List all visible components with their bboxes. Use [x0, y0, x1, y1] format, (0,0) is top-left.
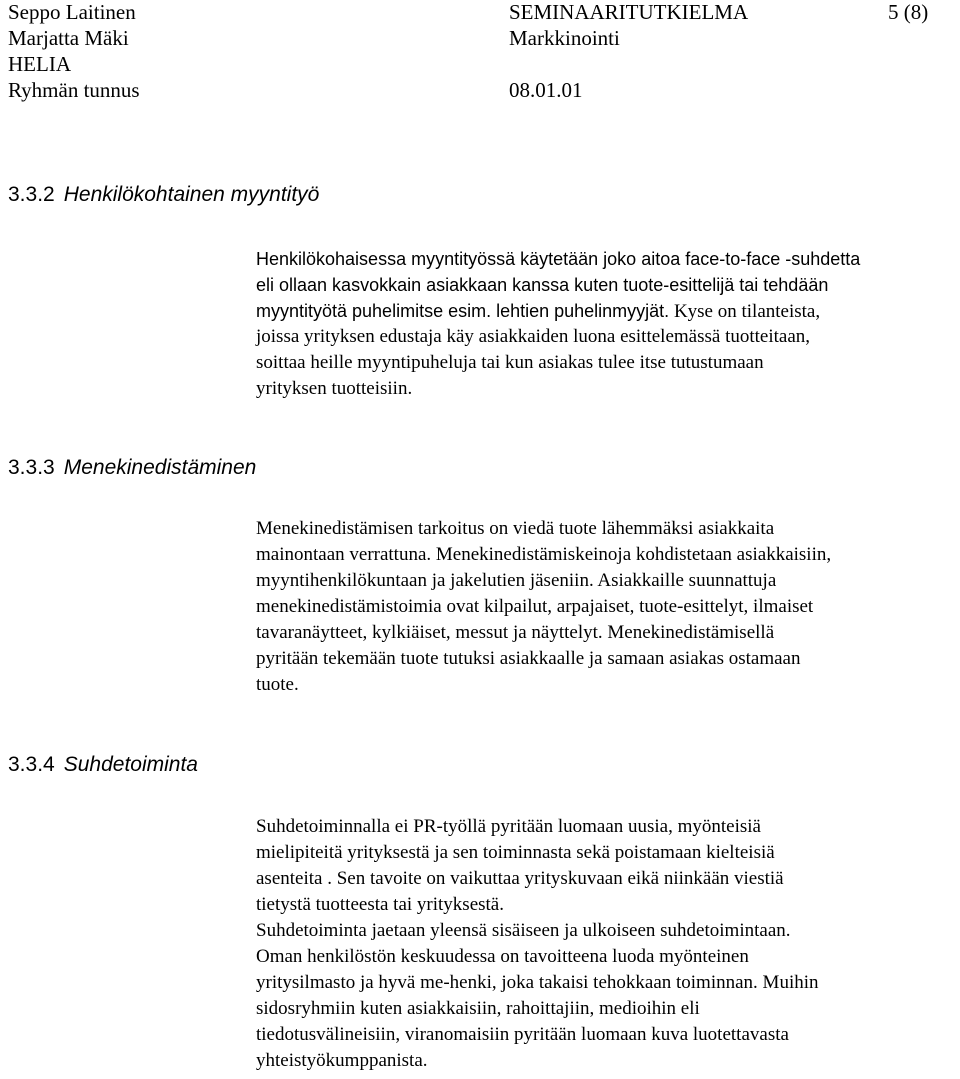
header-row [8, 0, 953, 25]
paragraph-line: sidosryhmiin kuten asiakkaisiin, rahoittajiin, medioihin eli [256, 998, 700, 1019]
author-name-1: Seppo Laitinen [8, 0, 136, 24]
section-number: 3.3.2 [8, 183, 55, 206]
section-number: 3.3.4 [8, 753, 55, 776]
paragraph-line: Suhdetoiminta jaetaan yleensä sisäiseen ja ulkoiseen suhdetoimintaan. [256, 920, 791, 941]
paragraph-line: Menekinedistämisen tarkoitus on viedä tuote lähemmäksi asiakkaita [256, 518, 775, 539]
paragraph-line: myyntihenkilökuntaan ja jakelutien jäseniin. Asiakkaille suunnattuja [256, 570, 777, 591]
paragraph-line: mielipiteitä yrityksestä ja sen toiminnasta sekä poistamaan kielteisiä [256, 842, 775, 863]
paragraph-line: tiedotusvälineisiin, viranomaisiin pyritään luomaan kuva luotettavasta [256, 1024, 789, 1045]
section-body-3-3-4 [256, 814, 956, 1074]
page-header [8, 0, 953, 103]
paragraph-line: mainontaan verrattuna. Menekinedistämiskeinoja kohdistetaan asiakkaisiin, [256, 544, 832, 565]
paragraph-line: tietystä tuotteesta tai yrityksestä. [256, 894, 504, 915]
page-number: 5 (8) [888, 0, 929, 24]
group-id: Ryhmän tunnus [8, 78, 140, 102]
section-heading-3-3-2 [8, 182, 319, 208]
paragraph-line: Oman henkilöstön keskuudessa on tavoitteena luoda myönteinen [256, 946, 749, 967]
author-name-2: Marjatta Mäki [8, 26, 129, 50]
paragraph-line: yhteistyökumppanista. [256, 1050, 428, 1071]
document-date: 08.01.01 [509, 78, 583, 102]
header-row [8, 51, 953, 77]
section-body-3-3-2 [256, 246, 956, 402]
paragraph-line [256, 298, 956, 324]
paragraph-line: yrityksen tuotteisiin. [256, 378, 413, 399]
paragraph-line: asenteita . Sen tavoite on vaikuttaa yrityskuvaan eikä niinkään viestiä [256, 868, 784, 889]
paragraph-line: Suhdetoiminnalla ei PR-työllä pyritään luomaan uusia, myönteisiä [256, 816, 761, 837]
paragraph-line: tuote. [256, 674, 299, 695]
paragraph-line: tavaranäytteet, kylkiäiset, messut ja näyttelyt. Menekinedistämisellä [256, 622, 775, 643]
paragraph-line: menekinedistämistoimia ovat kilpailut, arpajaiset, tuote-esittelyt, ilmaiset [256, 596, 814, 617]
header-row [8, 77, 953, 103]
section-heading-3-3-4 [8, 752, 198, 778]
document-type: SEMINAARITUTKIELMA [509, 0, 749, 24]
section-title: Henkilökohtainen myyntityö [63, 183, 320, 206]
paragraph-line: yritysilmasto ja hyvä me-henki, joka takaisi tehokkaan toiminnan. Muihin [256, 972, 819, 993]
institution: HELIA [8, 52, 71, 76]
paragraph-line: soittaa heille myyntipuheluja tai kun asiakas tulee itse tutustumaan [256, 352, 764, 373]
section-number: 3.3.3 [8, 456, 55, 479]
paragraph-line: Henkilökohaisessa myyntityössä käytetään joko aitoa face-to-face -suhdetta [256, 249, 861, 269]
section-title: Menekinedistäminen [63, 456, 257, 479]
section-title: Suhdetoiminta [63, 753, 198, 776]
paragraph-line-part: Kyse on tilanteista, [673, 301, 821, 322]
paragraph-line: joissa yrityksen edustaja käy asiakkaiden luona esittelemässä tuotteitaan, [256, 326, 811, 347]
paragraph-line: eli ollaan kasvokkain asiakkaan kanssa kuten tuote-esittelijä tai tehdään [256, 275, 829, 295]
section-heading-3-3-3 [8, 455, 256, 481]
paragraph-line-part: myyntityötä puhelimitse esim. lehtien puhelinmyyjät. [256, 301, 670, 321]
header-row [8, 25, 953, 51]
subject: Markkinointi [509, 26, 620, 50]
section-body-3-3-3 [256, 516, 956, 698]
paragraph-line: pyritään tekemään tuote tutuksi asiakkaalle ja samaan asiakas ostamaan [256, 648, 801, 669]
